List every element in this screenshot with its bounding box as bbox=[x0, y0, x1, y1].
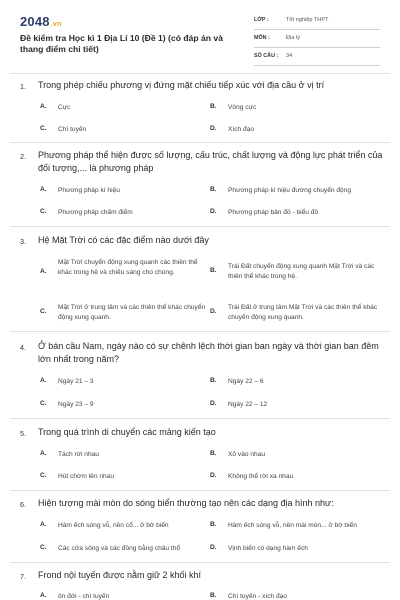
question-number: 1. bbox=[20, 82, 26, 91]
divider bbox=[10, 418, 390, 419]
option-letter: C. bbox=[40, 544, 47, 551]
option-letter: A. bbox=[40, 268, 47, 275]
question-number: 4. bbox=[20, 343, 26, 352]
option-text: Trái Đất chuyển động xung quanh Mặt Trời và các thiên thể khác trong hệ. bbox=[228, 263, 375, 280]
meta-label: LỚP : bbox=[254, 17, 269, 23]
exam-meta bbox=[254, 14, 380, 68]
option-text: Hàm ếch sóng vỗ, nền cổ... ở bờ biển bbox=[58, 522, 169, 529]
option-letter: D. bbox=[210, 125, 217, 132]
option-text: Phương pháp bản đồ - biểu đồ bbox=[228, 209, 319, 216]
option-text: Chí tuyến - xích đạo bbox=[228, 593, 288, 600]
question-text: Trong phép chiếu phương vị đứng mặt chiếu tiếp xúc với địa cầu ở vị trí bbox=[38, 80, 325, 90]
page-header bbox=[0, 0, 400, 70]
option-letter: D. bbox=[210, 472, 217, 479]
logo-suffix: .vn bbox=[50, 21, 62, 28]
question-number: 2. bbox=[20, 152, 26, 161]
divider bbox=[10, 73, 390, 74]
option-letter: A. bbox=[40, 450, 47, 457]
option-text: Phương pháp kí hiệu bbox=[58, 187, 120, 194]
option-letter: B. bbox=[210, 521, 217, 528]
meta-label: SỐ CÂU : bbox=[254, 53, 279, 59]
question-number: 5. bbox=[20, 429, 26, 438]
option-letter: C. bbox=[40, 472, 47, 479]
option-letter: B. bbox=[210, 377, 217, 384]
option-letter: A. bbox=[40, 103, 47, 110]
question-text: Frond nội tuyến được nằm giữ 2 khối khí bbox=[38, 570, 202, 580]
option-text: Tách rời nhau bbox=[58, 451, 99, 458]
question-number: 7. bbox=[20, 572, 26, 581]
option-letter: D. bbox=[210, 208, 217, 215]
meta-label: MÔN : bbox=[254, 35, 270, 41]
option-letter: B. bbox=[210, 592, 217, 599]
option-letter: C. bbox=[40, 400, 47, 407]
option-text: Các cửa sông và các đồng bằng châu thổ bbox=[58, 545, 181, 552]
option-letter: C. bbox=[40, 208, 47, 215]
option-text: Không thể rời xa nhau bbox=[228, 473, 294, 480]
question-text: Ở bán cầu Nam, ngày nào có sự chênh lệch thời gian ban ngày và thời gian ban đêm lớn nhất trong năm? bbox=[38, 341, 379, 364]
meta-row-subject bbox=[254, 32, 380, 48]
question-text: Trong quá trình di chuyển các mảng kiến tạo bbox=[38, 427, 216, 437]
option-letter: B. bbox=[210, 103, 217, 110]
option-text: Ngày 22 – 6 bbox=[228, 378, 264, 385]
option-letter: A. bbox=[40, 592, 47, 599]
question-number: 3. bbox=[20, 237, 26, 246]
site-logo[interactable] bbox=[20, 14, 61, 29]
option-text: Ngày 23 – 9 bbox=[58, 401, 94, 408]
question-text: Hệ Mặt Trời có các đặc điểm nào dưới đây bbox=[38, 235, 209, 245]
option-letter: D. bbox=[210, 400, 217, 407]
option-letter: A. bbox=[40, 521, 47, 528]
option-letter: C. bbox=[40, 308, 47, 315]
option-text: Mặt Trời ở trung tâm và các thiên thể khác chuyển động xung quanh. bbox=[58, 304, 206, 321]
option-text: Ngày 22 – 12 bbox=[228, 401, 268, 408]
option-text: Cực bbox=[58, 104, 71, 111]
option-text: Hút chờm lên nhau bbox=[58, 473, 115, 480]
option-text: Ngày 21 – 3 bbox=[58, 378, 94, 385]
meta-value: Tốt nghiệp THPT bbox=[286, 17, 329, 23]
meta-value: 34 bbox=[286, 53, 293, 59]
option-text: Vịnh biển có dạng hàm ếch bbox=[228, 545, 308, 552]
option-letter: D. bbox=[210, 308, 217, 315]
option-letter: B. bbox=[210, 450, 217, 457]
question-text: Phương pháp thể hiện được số lượng, cấu trúc, chất lượng và động lực phát triển của đối tượng,... là phương pháp bbox=[38, 150, 383, 173]
option-letter: D. bbox=[210, 544, 217, 551]
option-text: Xích đạo bbox=[228, 126, 255, 133]
option-text: Xô vào nhau bbox=[228, 451, 266, 458]
option-text: Hàm ếch sóng vỗ, nền mài mòn... ở bờ biển bbox=[228, 522, 357, 529]
question-text: Hiện tượng mài mòn do sóng biển thường tạo nên các dạng địa hình như: bbox=[38, 498, 334, 508]
meta-row-class bbox=[254, 14, 380, 30]
logo-text: 2048 bbox=[20, 14, 50, 29]
option-letter: A. bbox=[40, 186, 47, 193]
option-text: Trái Đất ở trung tâm Mặt Trời và các thiên thể khác chuyển động xung quanh. bbox=[228, 304, 378, 321]
divider bbox=[10, 226, 390, 227]
option-letter: B. bbox=[210, 267, 217, 274]
option-letter: A. bbox=[40, 377, 47, 384]
divider bbox=[10, 142, 390, 143]
divider bbox=[10, 562, 390, 563]
document-title: Đề kiểm tra Học kì 1 Địa Lí 10 (Đề 1) (có đáp án và thang điểm chi tiết) bbox=[20, 33, 223, 54]
divider bbox=[10, 331, 390, 332]
meta-row-count bbox=[254, 50, 380, 66]
meta-value: Địa lý bbox=[286, 35, 300, 41]
option-text: Vòng cực bbox=[228, 104, 257, 111]
option-text: Mặt Trời chuyển động xung quanh các thiên thể khác trong hệ và chiếu sáng cho chúng. bbox=[58, 259, 198, 276]
option-letter: B. bbox=[210, 186, 217, 193]
option-text: ôn đới - chí tuyến bbox=[58, 593, 110, 600]
option-text: Phương pháp kí hiệu đường chuyển động bbox=[228, 187, 352, 194]
divider bbox=[10, 490, 390, 491]
option-text: Chí tuyến bbox=[58, 126, 87, 133]
option-text: Phương pháp chấm điểm bbox=[58, 209, 133, 216]
question-number: 6. bbox=[20, 500, 26, 509]
option-letter: C. bbox=[40, 125, 47, 132]
